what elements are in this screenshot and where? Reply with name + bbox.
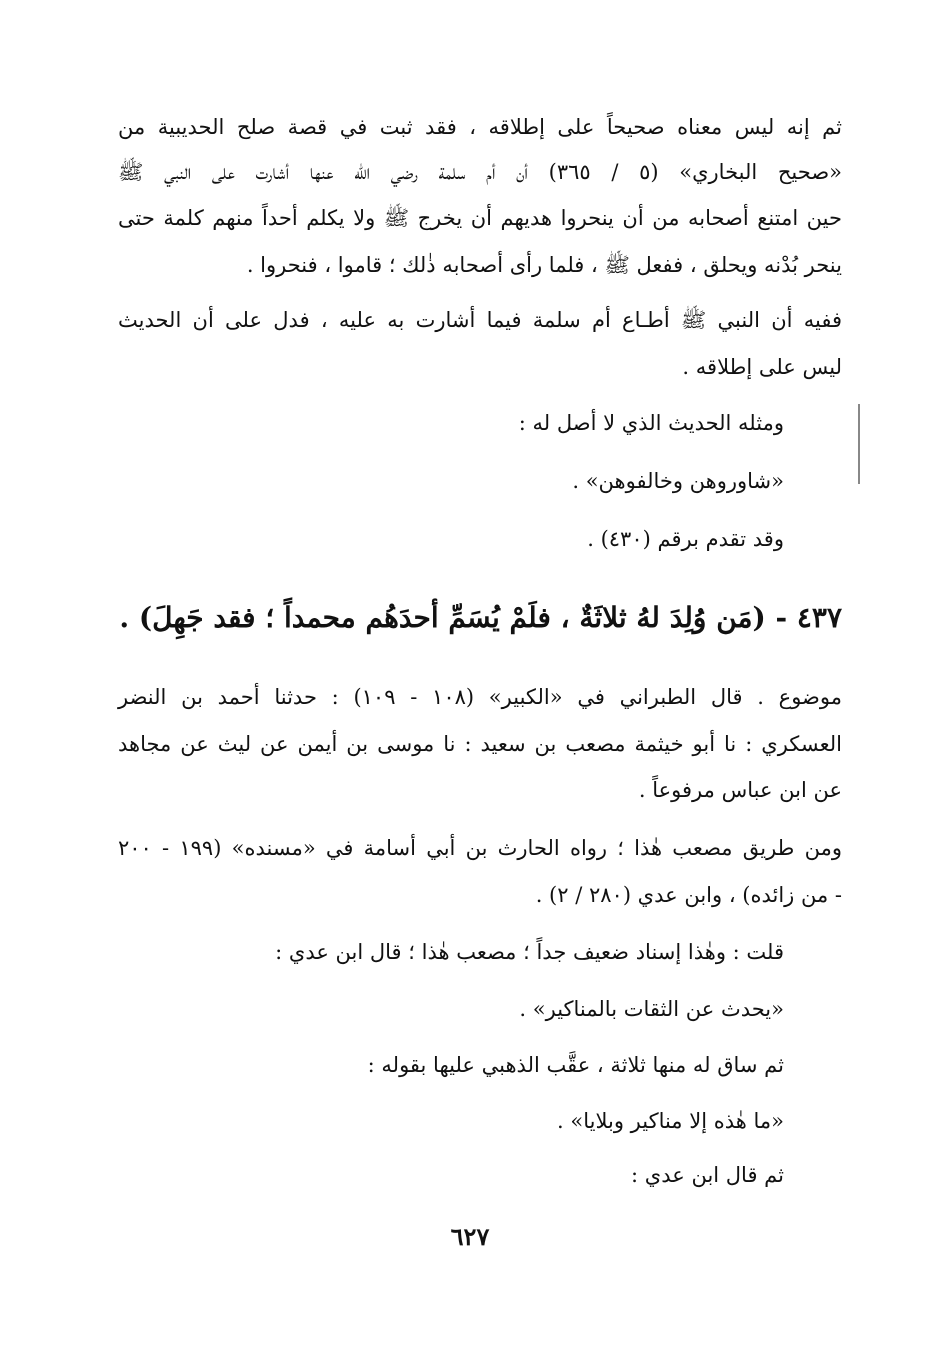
paragraph-11: «ما هٰذه إلا مناكير وبلايا» . [557,1109,784,1133]
paragraph-12: ثم قال ابن عدي : [631,1163,784,1187]
paragraph-2-line-2: ليس على إطلاقه . [682,355,842,379]
paragraph-7-line-2: - من زائده) ، وابن عدي (٢٨٠ / ٢) . [535,883,842,907]
paragraph-6-line-1: موضوع . قال الطبراني في «الكبير» (١٠٨ - ١٠٩) : حدثنا أحمد بن النضر [118,685,842,709]
paragraph-10: ثم ساق له منها ثلاثة ، عقَّب الذهبي عليها بقوله : [367,1053,784,1077]
margin-mark [858,404,860,484]
paragraph-1-line-1: ثم إنه ليس معناه صحيحاً على إطلاقه ، فقد ثبت في قصة صلح الحديبية من [118,115,842,139]
paragraph-6-line-3: عن ابن عباس مرفوعاً . [638,778,842,802]
paragraph-1-line-3: حين امتنع أصحابه من أن ينحروا هديهم أن يخرج ﷺ ولا يكلم أحداً منهم كلمة حتى [118,206,842,230]
paragraph-1-line-4: ينحر بُدْنه ويحلق ، ففعل ﷺ ، فلما رأى أصحابه ذٰلك ؛ قاموا ، فنحروا . [246,253,842,277]
paragraph-7-line-1: ومن طريق مصعب هٰذا ؛ رواه الحارث بن أبي أسامة في «مسنده» (١٩٩ - ٢٠٠ [118,836,842,860]
page-number: ٦٢٧ [450,1222,490,1251]
paragraph-8: قلت : وهٰذا إسناد ضعيف جداً ؛ مصعب هٰذا ؛ قال ابن عدي : [275,940,784,964]
paragraph-3: ومثله الحديث الذي لا أصل له : [518,411,784,435]
cross-reference: وقد تقدم برقم (٤٣٠) . [587,527,784,551]
paragraph-1-line-2: «صحيح البخاري» (٥ / ٣٦٥) أن أم سلمة رضي الله عنها أشارت على النبي ﷺ [118,160,842,184]
paragraph-2-line-1: ففيه أن النبي ﷺ أطـاع أم سلمة فيما أشارت به عليه ، فدل على أن الحديث [118,308,842,332]
hadith-heading: ٤٣٧ - (مَن وُلِدَ لهُ ثلاثَةٌ ، فلَمْ يُسَمِّ أحدَهُم محمداً ؛ فقد جَهِلَ) . [119,601,842,634]
quoted-hadith: «شاوروهن وخالفوهن» . [572,469,784,493]
paragraph-6-line-2: العسكري : نا أبو خيثمة مصعب بن سعيد : نا موسى بن أيمن عن ليث عن مجاهد [118,732,842,756]
paragraph-9: «يحدث عن الثقات بالمناكير» . [519,997,784,1021]
